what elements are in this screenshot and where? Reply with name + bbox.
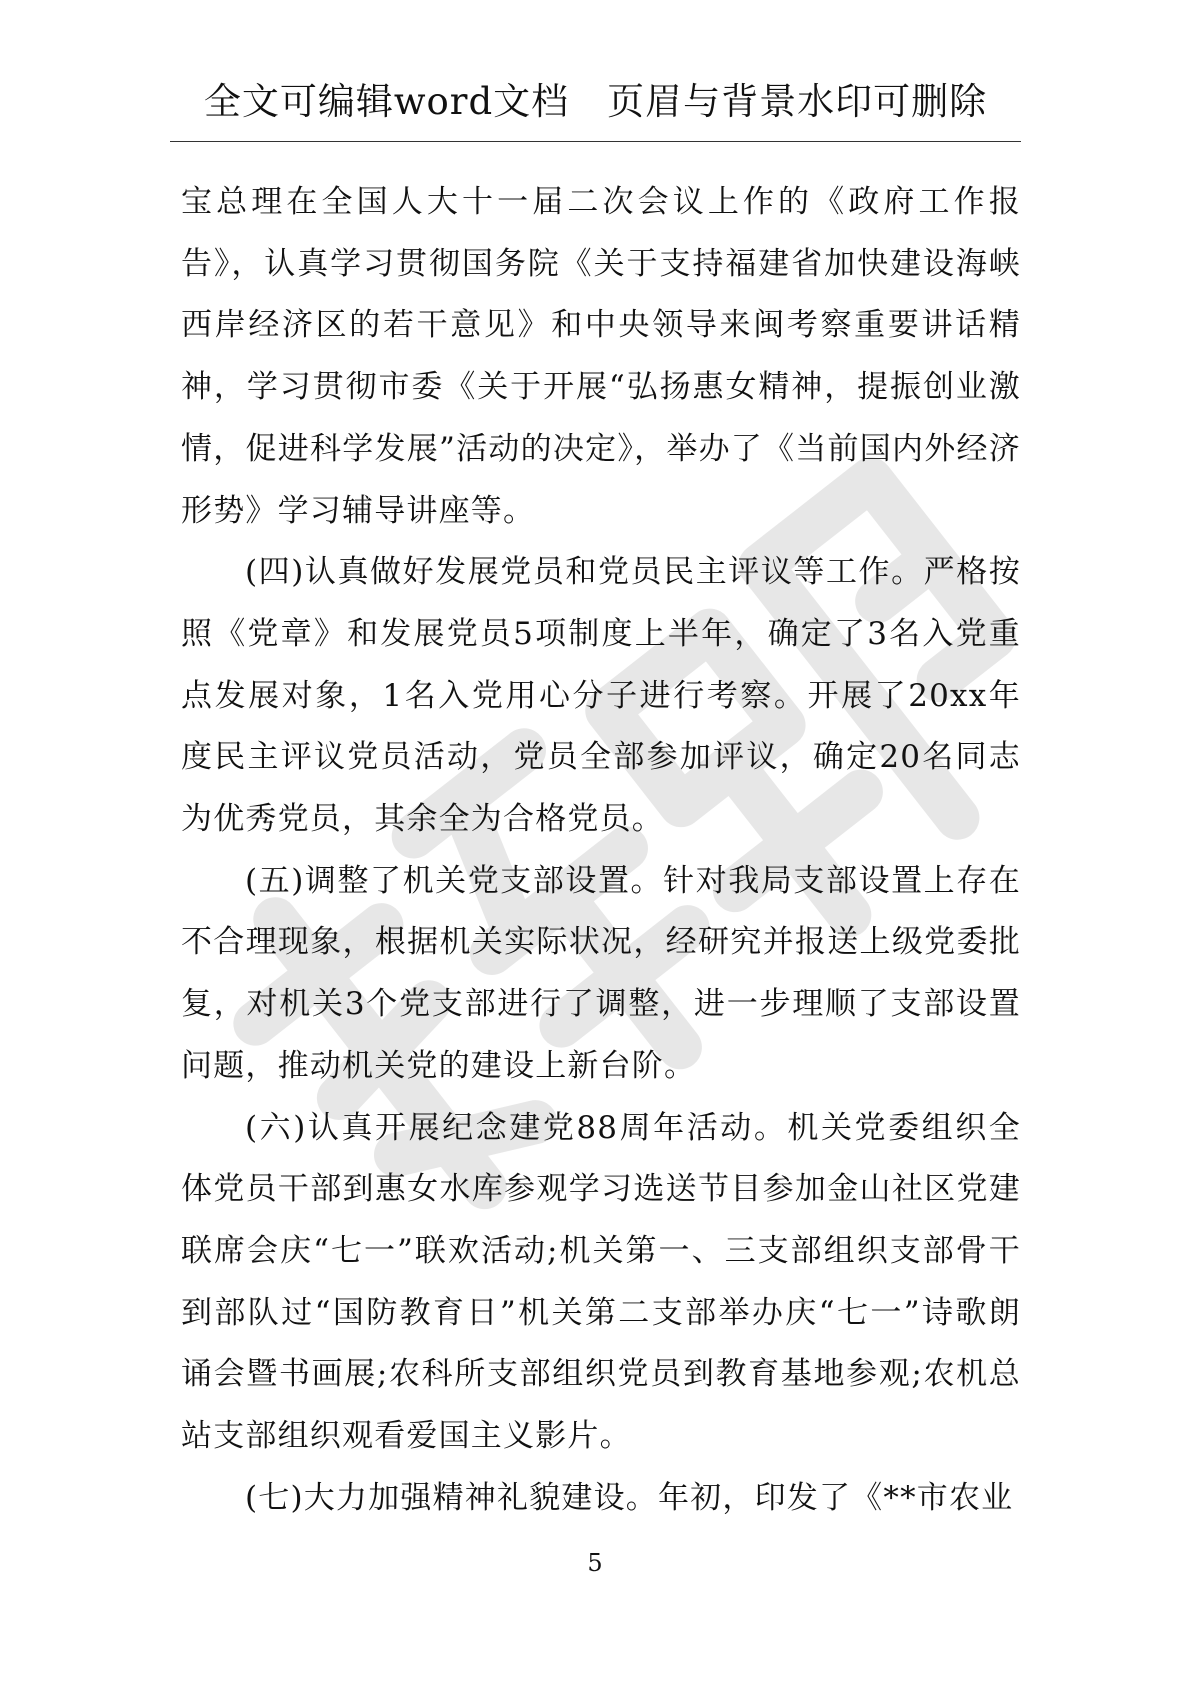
paragraph-3: (五)调整了机关党支部设置。针对我局支部设置上存在不合理现象，根据机关实际状况，经研究并报送上级党委批复，对机关3个党支部进行了调整，进一步理顺了支部设置问题，推动机关党的建设上新台阶。 <box>181 862 1021 1084</box>
document-body <box>181 172 1021 1529</box>
page-header: 全文可编辑word文档 页眉与背景水印可删除 <box>203 80 988 123</box>
paragraph-4: (六)认真开展纪念建党88周年活动。机关党委组织全体党员干部到惠女水库参观学习选送节目参加金山社区党建联席会庆“七一”联欢活动;机关第一、三支部组织支部骨干到部队过“国防教育日”机关第二支部举办庆“七一”诗歌朗诵会暨书画展;农科所支部组织党员到教育基地参观;农机总站支部组织观看爱国主义影片。 <box>181 1109 1021 1455</box>
paragraph-5: (七)大力加强精神礼貌建设。年初，印发了《**市农业 <box>245 1479 1014 1516</box>
paragraph-1: 宝总理在全国人大十一届二次会议上作的《政府工作报告》，认真学习贯彻国务院《关于支持福建省加快建设海峡西岸经济区的若干意见》和中央领导来闽考察重要讲话精神，学习贯彻市委《关于开展“弘扬惠女精神，提振创业激情，促进科学发展”活动的决定》，举办了《当前国内外经济形势》学习辅导讲座等。 <box>181 184 1021 529</box>
page-number: 5 <box>587 1549 603 1577</box>
paragraph-2: (四)认真做好发展党员和党员民主评议等工作。严格按照《党章》和发展党员5项制度上半年，确定了3名入党重点发展对象，1名入党用心分子进行考察。开展了20xx年度民主评议党员活动，党员全部参加评议，确定20名同志为优秀党员，其余全为合格党员。 <box>181 554 1021 838</box>
header-divider <box>170 141 1021 142</box>
